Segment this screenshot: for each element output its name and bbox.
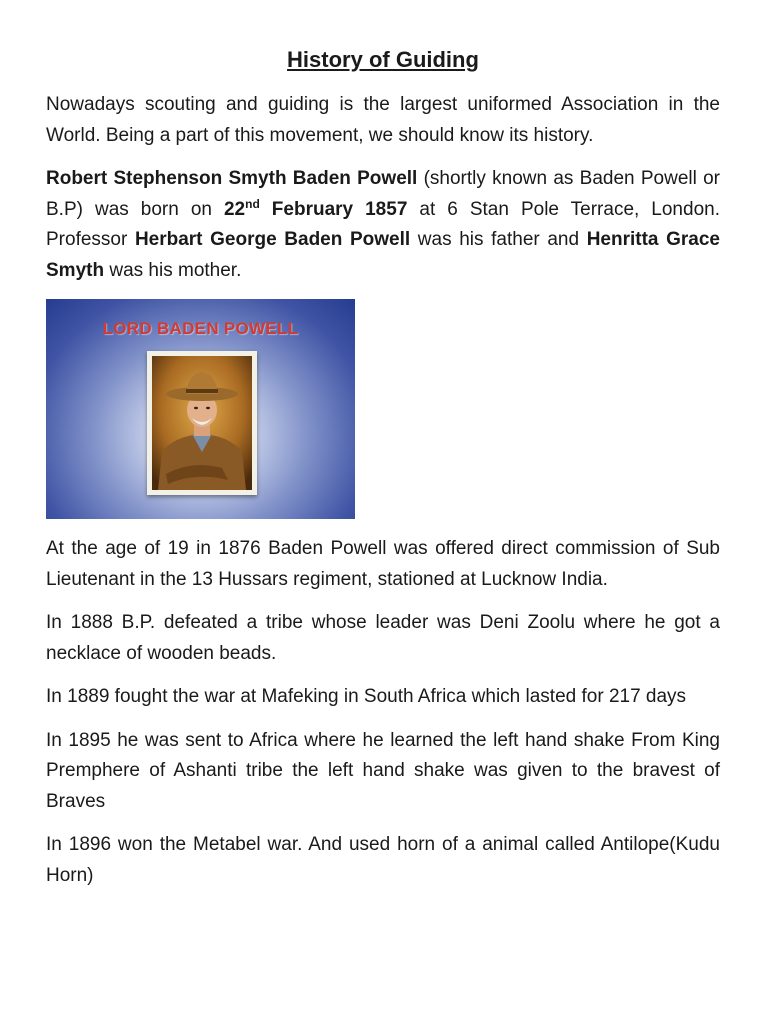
paragraph-1888: In 1888 B.P. defeated a tribe whose leader was Deni Zoolu where he got a necklace of wooden beads.: [46, 612, 720, 664]
bio-text-4: was his mother.: [104, 259, 242, 281]
document-page: [46, 44, 720, 904]
paragraph-1889: In 1889 fought the war at Mafeking in South Africa which lasted for 217 days: [46, 686, 687, 707]
bio-text-2: at 6 Stan Pole Terrace, London. Professor: [46, 198, 720, 250]
bio-text-3: was his father and: [410, 229, 587, 250]
baden-powell-image: [46, 299, 355, 519]
paragraph-1895: In 1895 he was sent to Africa where he learned the left hand shake From King Premphere of Ashanti tribe the left hand shake was given to the bravest of Braves: [46, 729, 720, 812]
paragraph-1896: In 1896 won the Metabel war. And used horn of a animal called Antilope(Kudu Horn): [46, 834, 720, 886]
birth-day-suffix: nd: [245, 196, 260, 211]
birth-month-year: February 1857: [259, 198, 408, 220]
bio-paragraph: [46, 164, 720, 286]
page-title: History of Guiding: [287, 47, 479, 72]
father-name: Herbart George Baden Powell: [134, 229, 411, 250]
birth-date: [223, 196, 408, 220]
birth-day: 22: [223, 198, 246, 220]
mother-name: Henritta Grace Smyth: [46, 229, 720, 281]
paragraph-1876: At the age of 19 in 1876 Baden Powell was offered direct commission of Sub Lieutenant in the 13 Hussars regiment, stationed at Lucknow India.: [46, 538, 720, 590]
image-caption: LORD BADEN POWELL: [102, 319, 299, 338]
portrait-illustration: [152, 356, 252, 490]
bio-text-1: (shortly known as Baden Powell or B.P) was born on: [46, 168, 720, 220]
portrait-frame: [147, 351, 257, 495]
intro-paragraph: Nowadays scouting and guiding is the largest uniformed Association in the World. Being a part of this movement, we should know its history.: [46, 94, 720, 146]
bio-name: Robert Stephenson Smyth Baden Powell: [46, 168, 418, 189]
